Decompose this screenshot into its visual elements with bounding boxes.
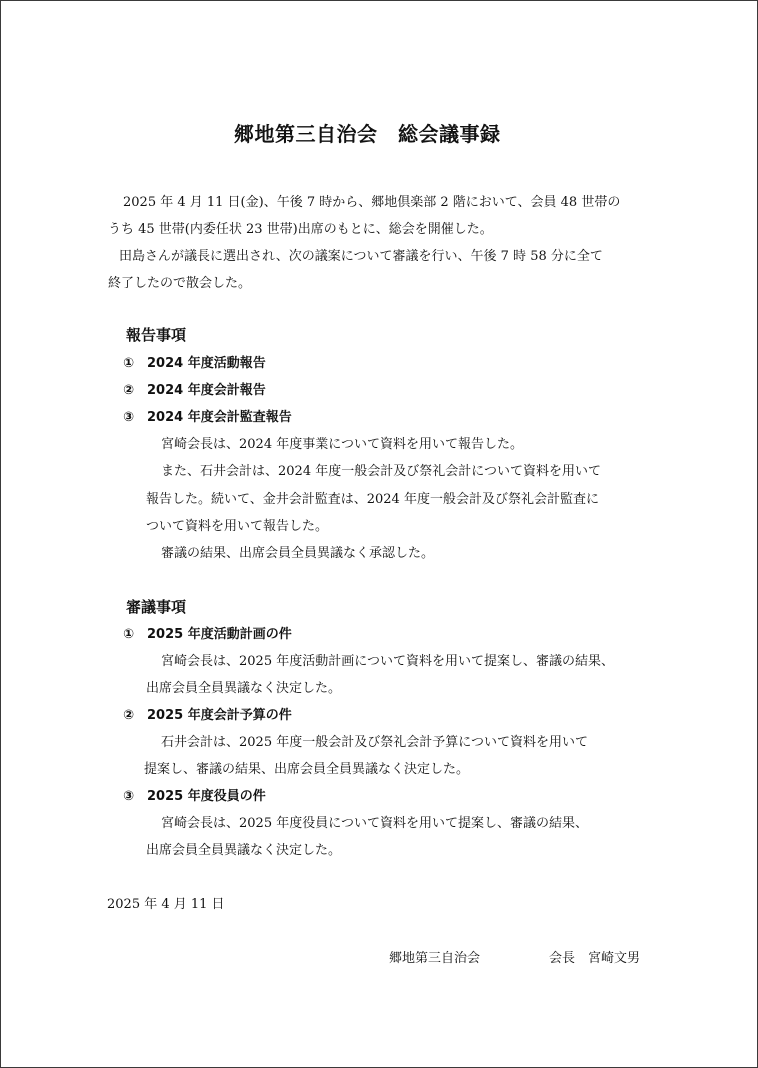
signature-organization: 郷地第三自治会 — [389, 951, 481, 966]
intro-line-2: うち 45 世帯(内委任状 23 世帯)出席のもとに、総会を開催した。 — [108, 222, 493, 237]
intro-line-4: 終了したので散会した。 — [108, 276, 252, 291]
report-body-line-1: 宮崎会長は、2024 年度事業について資料を用いて報告した。 — [161, 437, 523, 452]
intro-line-1: 2025 年 4 月 11 日(金)、午後 7 時から、郷地倶楽部 2 階において、会員 48 世帯の — [123, 195, 621, 210]
report-body-line-2: また、石井会計は、2024 年度一般会計及び祭礼会計について資料を用いて — [161, 464, 601, 479]
report-item-1: ① 2024 年度活動報告 — [123, 356, 266, 371]
deliberation-item-2-title: ② 2025 年度会計予算の件 — [123, 708, 292, 723]
report-item-3: ③ 2024 年度会計監査報告 — [123, 410, 292, 425]
report-body-line-5: 審議の結果、出席会員全員異議なく承認した。 — [161, 546, 435, 561]
deliberation-item-2-line-2: 提案し、審議の結果、出席会員全員異議なく決定した。 — [144, 762, 470, 777]
signature-role: 会長 — [549, 951, 576, 966]
deliberation-item-1-line-2: 出席会員全員異議なく決定した。 — [146, 681, 342, 696]
intro-line-3: 田島さんが議長に選出され、次の議案について審議を行い、午後 7 時 58 分に全て — [119, 249, 603, 264]
deliberation-item-3-line-1: 宮崎会長は、2025 年度役員について資料を用いて提案し、審議の結果、 — [161, 816, 588, 831]
report-body-line-4: ついて資料を用いて報告した。 — [146, 519, 329, 534]
report-item-2: ② 2024 年度会計報告 — [123, 383, 266, 398]
reports-heading: 報告事項 — [126, 326, 187, 344]
deliberation-item-3-title: ③ 2025 年度役員の件 — [123, 789, 266, 804]
deliberations-heading: 審議事項 — [126, 598, 187, 616]
report-body-line-3: 報告した。続いて、金井会計監査は、2024 年度一般会計及び祭礼会計監査に — [146, 492, 599, 507]
document-title: 郷地第三自治会 総会議事録 — [234, 122, 501, 146]
deliberation-item-1-line-1: 宮崎会長は、2025 年度活動計画について資料を用いて提案し、審議の結果、 — [161, 654, 614, 669]
signature-name: 宮崎文男 — [588, 951, 641, 966]
deliberation-item-2-line-1: 石井会計は、2025 年度一般会計及び祭礼会計予算について資料を用いて — [161, 735, 588, 750]
deliberation-item-3-line-2: 出席会員全員異議なく決定した。 — [146, 843, 342, 858]
document-date: 2025 年 4 月 11 日 — [107, 897, 225, 912]
deliberation-item-1-title: ① 2025 年度活動計画の件 — [123, 627, 292, 642]
